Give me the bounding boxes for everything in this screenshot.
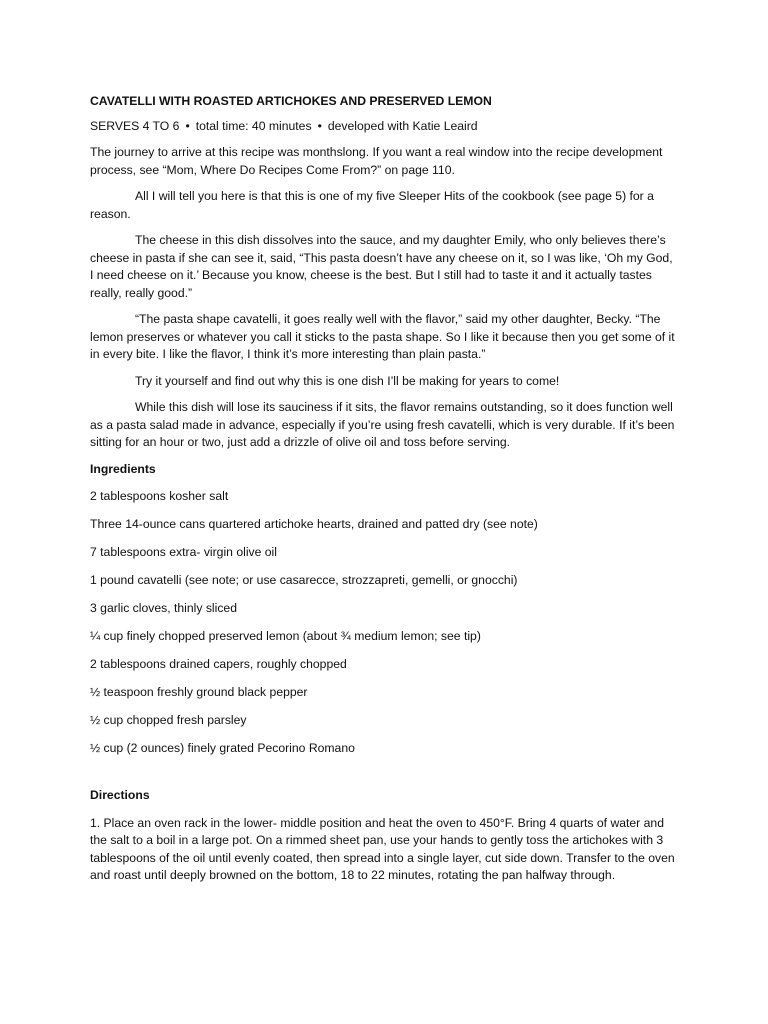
bullet-separator: • bbox=[317, 118, 322, 133]
intro-paragraph: “The pasta shape cavatelli, it goes really well with the flavor,” said my other daughter, Becky. “The lemon preserves or whatever you call it sticks to the pasta shape. So I like it because then you get some of it in every bite. I like the flavor, I think it’s more interesting than plain pasta.” bbox=[90, 312, 675, 361]
intro-paragraph: The cheese in this dish dissolves into the sauce, and my daughter Emily, who only believes there’s cheese in pasta if she can see it, said, “This pasta doesn’t have any cheese on it, so I was like, ‘Oh my God, I need cheese on it.’ Because you know, cheese is the best. But I still had to taste it and it actually tastes really, really good.” bbox=[90, 233, 673, 300]
recipe-meta bbox=[90, 118, 678, 136]
ingredient-item: Three 14-ounce cans quartered artichoke hearts, drained and patted dry (see note) bbox=[90, 517, 538, 531]
ingredient-item: 2 tablespoons kosher salt bbox=[90, 489, 229, 503]
section-spacer bbox=[90, 768, 678, 787]
ingredient-item: 7 tablespoons extra- virgin olive oil bbox=[90, 545, 277, 559]
recipe-title: CAVATELLI WITH ROASTED ARTICHOKES AND PRESERVED LEMON bbox=[90, 94, 492, 108]
serves-text: SERVES 4 TO 6 bbox=[90, 118, 180, 133]
bullet-separator: • bbox=[185, 118, 190, 133]
developed-with-text: developed with Katie Leaird bbox=[327, 118, 478, 133]
ingredient-item: ½ cup chopped fresh parsley bbox=[90, 713, 247, 727]
ingredient-item: 2 tablespoons drained capers, roughly chopped bbox=[90, 657, 347, 671]
direction-step: 1. Place an oven rack in the lower- middle position and heat the oven to 450°F. Bring 4 quarts of water and the salt to a boil in a large pot. On a rimmed sheet pan, use your hands to gently toss the artichokes with 3 tablespoons of the oil until evenly coated, then spread into a single layer, cut side down. Transfer to the oven and roast until deeply browned on the bottom, 18 to 22 minutes, rotating the pan halfway through. bbox=[90, 815, 675, 882]
total-time-text: total time: 40 minutes bbox=[195, 118, 312, 133]
ingredient-item: ½ cup (2 ounces) finely grated Pecorino Romano bbox=[90, 741, 355, 755]
ingredient-item: 1 pound cavatelli (see note; or use casarecce, strozzapreti, gemelli, or gnocchi) bbox=[90, 573, 518, 587]
intro-paragraph: While this dish will lose its sauciness if it sits, the flavor remains outstanding, so it does function well as a pasta salad made in advance, especially if you’re using fresh cavatelli, which is very durable. If it’s been sitting for an hour or two, just add a drizzle of olive oil and toss before serving. bbox=[90, 400, 675, 449]
ingredients-list bbox=[90, 488, 678, 758]
ingredient-item: ¼ cup finely chopped preserved lemon (about ¾ medium lemon; see tip) bbox=[90, 629, 481, 643]
directions-heading: Directions bbox=[90, 788, 150, 802]
intro-paragraph: The journey to arrive at this recipe was monthslong. If you want a real window into the recipe development process, see “Mom, Where Do Recipes Come From?” on page 110. bbox=[90, 145, 663, 177]
ingredients-heading: Ingredients bbox=[90, 461, 156, 476]
ingredient-item: ½ teaspoon freshly ground black pepper bbox=[90, 685, 308, 699]
intro-paragraph: All I will tell you here is that this is one of my five Sleeper Hits of the cookbook (see page 5) for a reason. bbox=[90, 189, 654, 221]
ingredient-item: 3 garlic cloves, thinly sliced bbox=[90, 601, 237, 615]
intro-paragraph: Try it yourself and find out why this is one dish I’ll be making for years to come! bbox=[135, 373, 560, 388]
